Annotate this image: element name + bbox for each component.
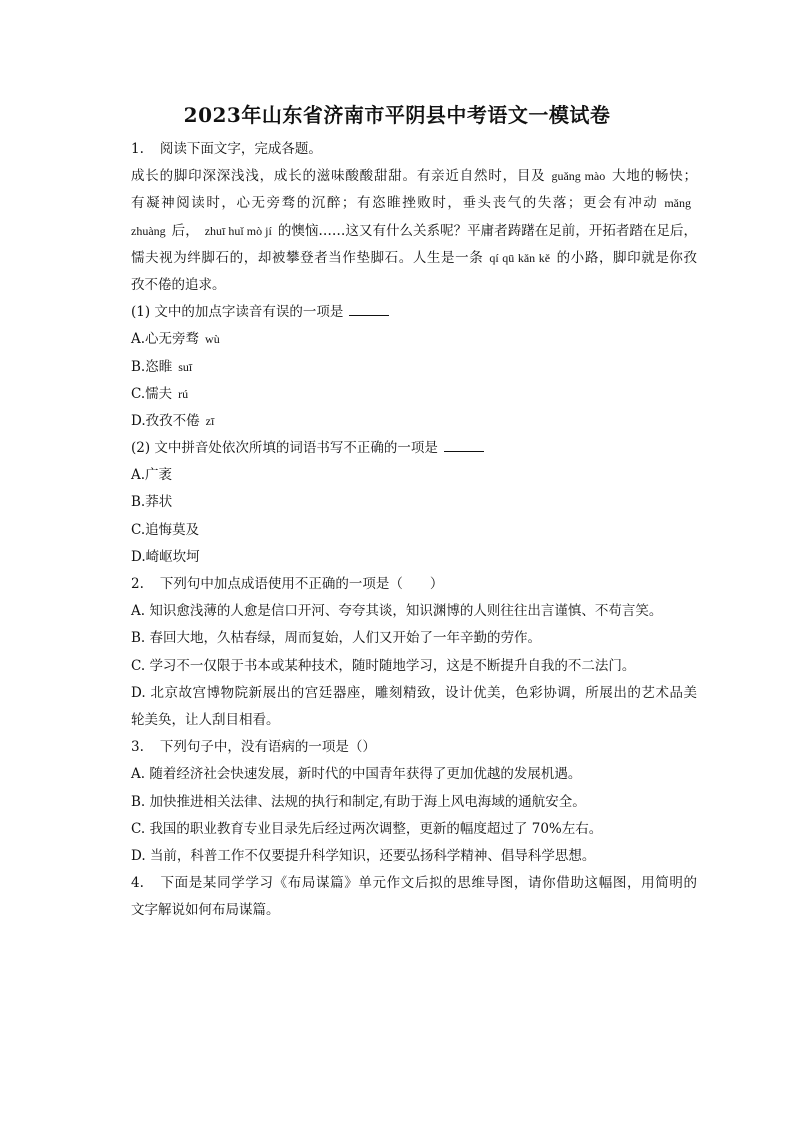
option-c (131, 517, 697, 544)
option-label: B. (131, 630, 146, 647)
option-a (131, 761, 697, 788)
option-pinyin: zī (205, 413, 215, 428)
passage-text: 后， (171, 222, 199, 239)
sub-question-1 (131, 299, 697, 326)
option-label: B. (131, 358, 146, 375)
option-c (131, 816, 697, 843)
question-1-header (131, 136, 697, 163)
option-label: B. (131, 793, 146, 810)
question-number: 2. (131, 576, 144, 592)
question-stem: 文字解说如何布局谋篇。 (131, 902, 280, 919)
option-text: 懦夫 (145, 385, 173, 402)
option-d (131, 680, 697, 707)
sub-question-2 (131, 435, 697, 462)
pinyin-blank: mǎng (664, 196, 691, 211)
passage-line-1 (131, 163, 697, 190)
option-text: 当前，科普工作不仅要提升科学知识，还要弘扬科学精神、倡导科学思想。 (149, 847, 596, 864)
option-text: 加快推进相关法律、法规的执行和制定,有助于海上风电海域的通航安全。 (149, 793, 586, 810)
option-d (131, 408, 697, 435)
option-text: 知识愈浅薄的人愈是信口开河、夸夸其谈，知识渊博的人则往往出言谨慎、不苟言笑。 (149, 603, 663, 620)
passage-line-2 (131, 190, 697, 217)
passage-text: 孜不倦的追求。 (131, 276, 226, 293)
option-label: D. (131, 847, 146, 864)
option-label: D. (131, 684, 146, 701)
pinyin-blank: zhuàng (131, 223, 166, 238)
sub-question-stem: (2) 文中拼音处依次所填的词语书写不正确的一项是 (131, 440, 438, 457)
option-text: 学习不一仅限于书本或某种技术，随时随地学习，这是不断提升自我的不二法门。 (149, 657, 636, 674)
question-2-header (131, 571, 697, 598)
option-label: C. (131, 385, 146, 402)
pinyin-blank: qí qū kǎn kě (489, 250, 551, 265)
pinyin-blank: zhuī huǐ mò jí (204, 223, 272, 238)
option-text: 恣睢 (145, 358, 173, 375)
exam-content (131, 136, 697, 924)
option-label: C. (131, 521, 146, 538)
option-text: 崎岖坎坷 (145, 548, 200, 565)
option-label: C. (131, 820, 146, 837)
option-text: 轮美奂，让人刮目相看。 (131, 711, 280, 728)
option-label: A. (131, 331, 146, 348)
sub-question-stem: (1) 文中的加点字读音有误的一项是 (131, 304, 344, 321)
option-text: 追悔莫及 (145, 521, 200, 538)
option-text: 春回大地，久枯春绿，周而复始，人们又开始了一年辛勤的劳作。 (149, 630, 542, 647)
question-3-header (131, 734, 697, 761)
passage-line-3 (131, 218, 697, 245)
answer-blank[interactable] (444, 437, 484, 452)
option-b (131, 489, 697, 516)
option-text: 我国的职业教育专业目录先后经过两次调整，更新的幅度超过了 70%左右。 (149, 820, 603, 837)
option-d-continued (131, 707, 697, 734)
option-text: 随着经济社会快速发展，新时代的中国青年获得了更加优越的发展机遇。 (149, 766, 582, 783)
option-a (131, 462, 697, 489)
option-label: B. (131, 494, 146, 511)
option-d (131, 544, 697, 571)
option-pinyin: rú (178, 386, 189, 401)
option-text: 心无旁骛 (145, 331, 200, 348)
option-label: A. (131, 766, 146, 783)
question-number: 3. (131, 739, 144, 756)
passage-line-4 (131, 245, 697, 272)
page-title: 2023年山东省济南市平阴县中考语文一模试卷 (183, 103, 611, 127)
question-prompt: 阅读下面文字，完成各题。 (159, 141, 322, 157)
passage-text: 有凝神阅读时，心无旁骛的沉醉；有恣睢挫败时，垂头丧气的失落；更会有冲动 (131, 195, 659, 212)
option-a (131, 326, 697, 353)
option-text: 孜孜不倦 (145, 412, 200, 429)
question-4-header (131, 870, 697, 897)
option-text: 广袤 (145, 467, 173, 484)
question-stem: 下列句中加点成语使用不正确的一项是（ ） (159, 576, 444, 592)
option-label: A. (131, 603, 146, 620)
answer-blank[interactable] (349, 301, 389, 316)
option-pinyin: suī (178, 359, 193, 374)
option-b (131, 625, 697, 652)
question-stem: 下面是某同学学习《布局谋篇》单元作文后拟的思维导图，请你借助这幅图，用简明的 (159, 875, 697, 892)
passage-text: 的懊恼……这又有什么关系呢？平庸者踌躇在足前，开拓者踏在足后， (277, 222, 698, 239)
question-number: 1. (131, 141, 144, 157)
option-text: 北京故宫博物院新展出的宫廷器座，雕刻精致，设计优美，色彩协调，所展出的艺术品美 (150, 684, 698, 701)
option-label: D. (131, 412, 146, 429)
option-c (131, 381, 697, 408)
question-stem: 下列句子中，没有语病的一项是（） (159, 739, 376, 756)
option-text: 莽状 (145, 494, 173, 511)
option-label: A. (131, 467, 146, 484)
option-label: D. (131, 548, 146, 565)
option-d (131, 843, 697, 870)
passage-text: 的小路，脚印就是你孜 (556, 249, 697, 266)
passage-text: 懦夫视为绊脚石的，却被攀登者当作垫脚石。人生是一条 (131, 249, 484, 266)
passage-text: 成长的脚印深深浅浅，成长的滋味酸酸甜甜。有亲近自然时，目及 (131, 168, 546, 185)
option-label: C. (131, 657, 146, 674)
option-b (131, 354, 697, 381)
pinyin-blank: guǎng mào (551, 169, 606, 184)
option-pinyin: wù (205, 332, 220, 347)
option-c (131, 653, 697, 680)
option-b (131, 789, 697, 816)
passage-text: 大地的畅快； (611, 168, 698, 185)
option-a (131, 598, 697, 625)
passage-line-5 (131, 272, 697, 299)
question-number: 4. (131, 875, 144, 892)
question-4-continued (131, 897, 697, 924)
